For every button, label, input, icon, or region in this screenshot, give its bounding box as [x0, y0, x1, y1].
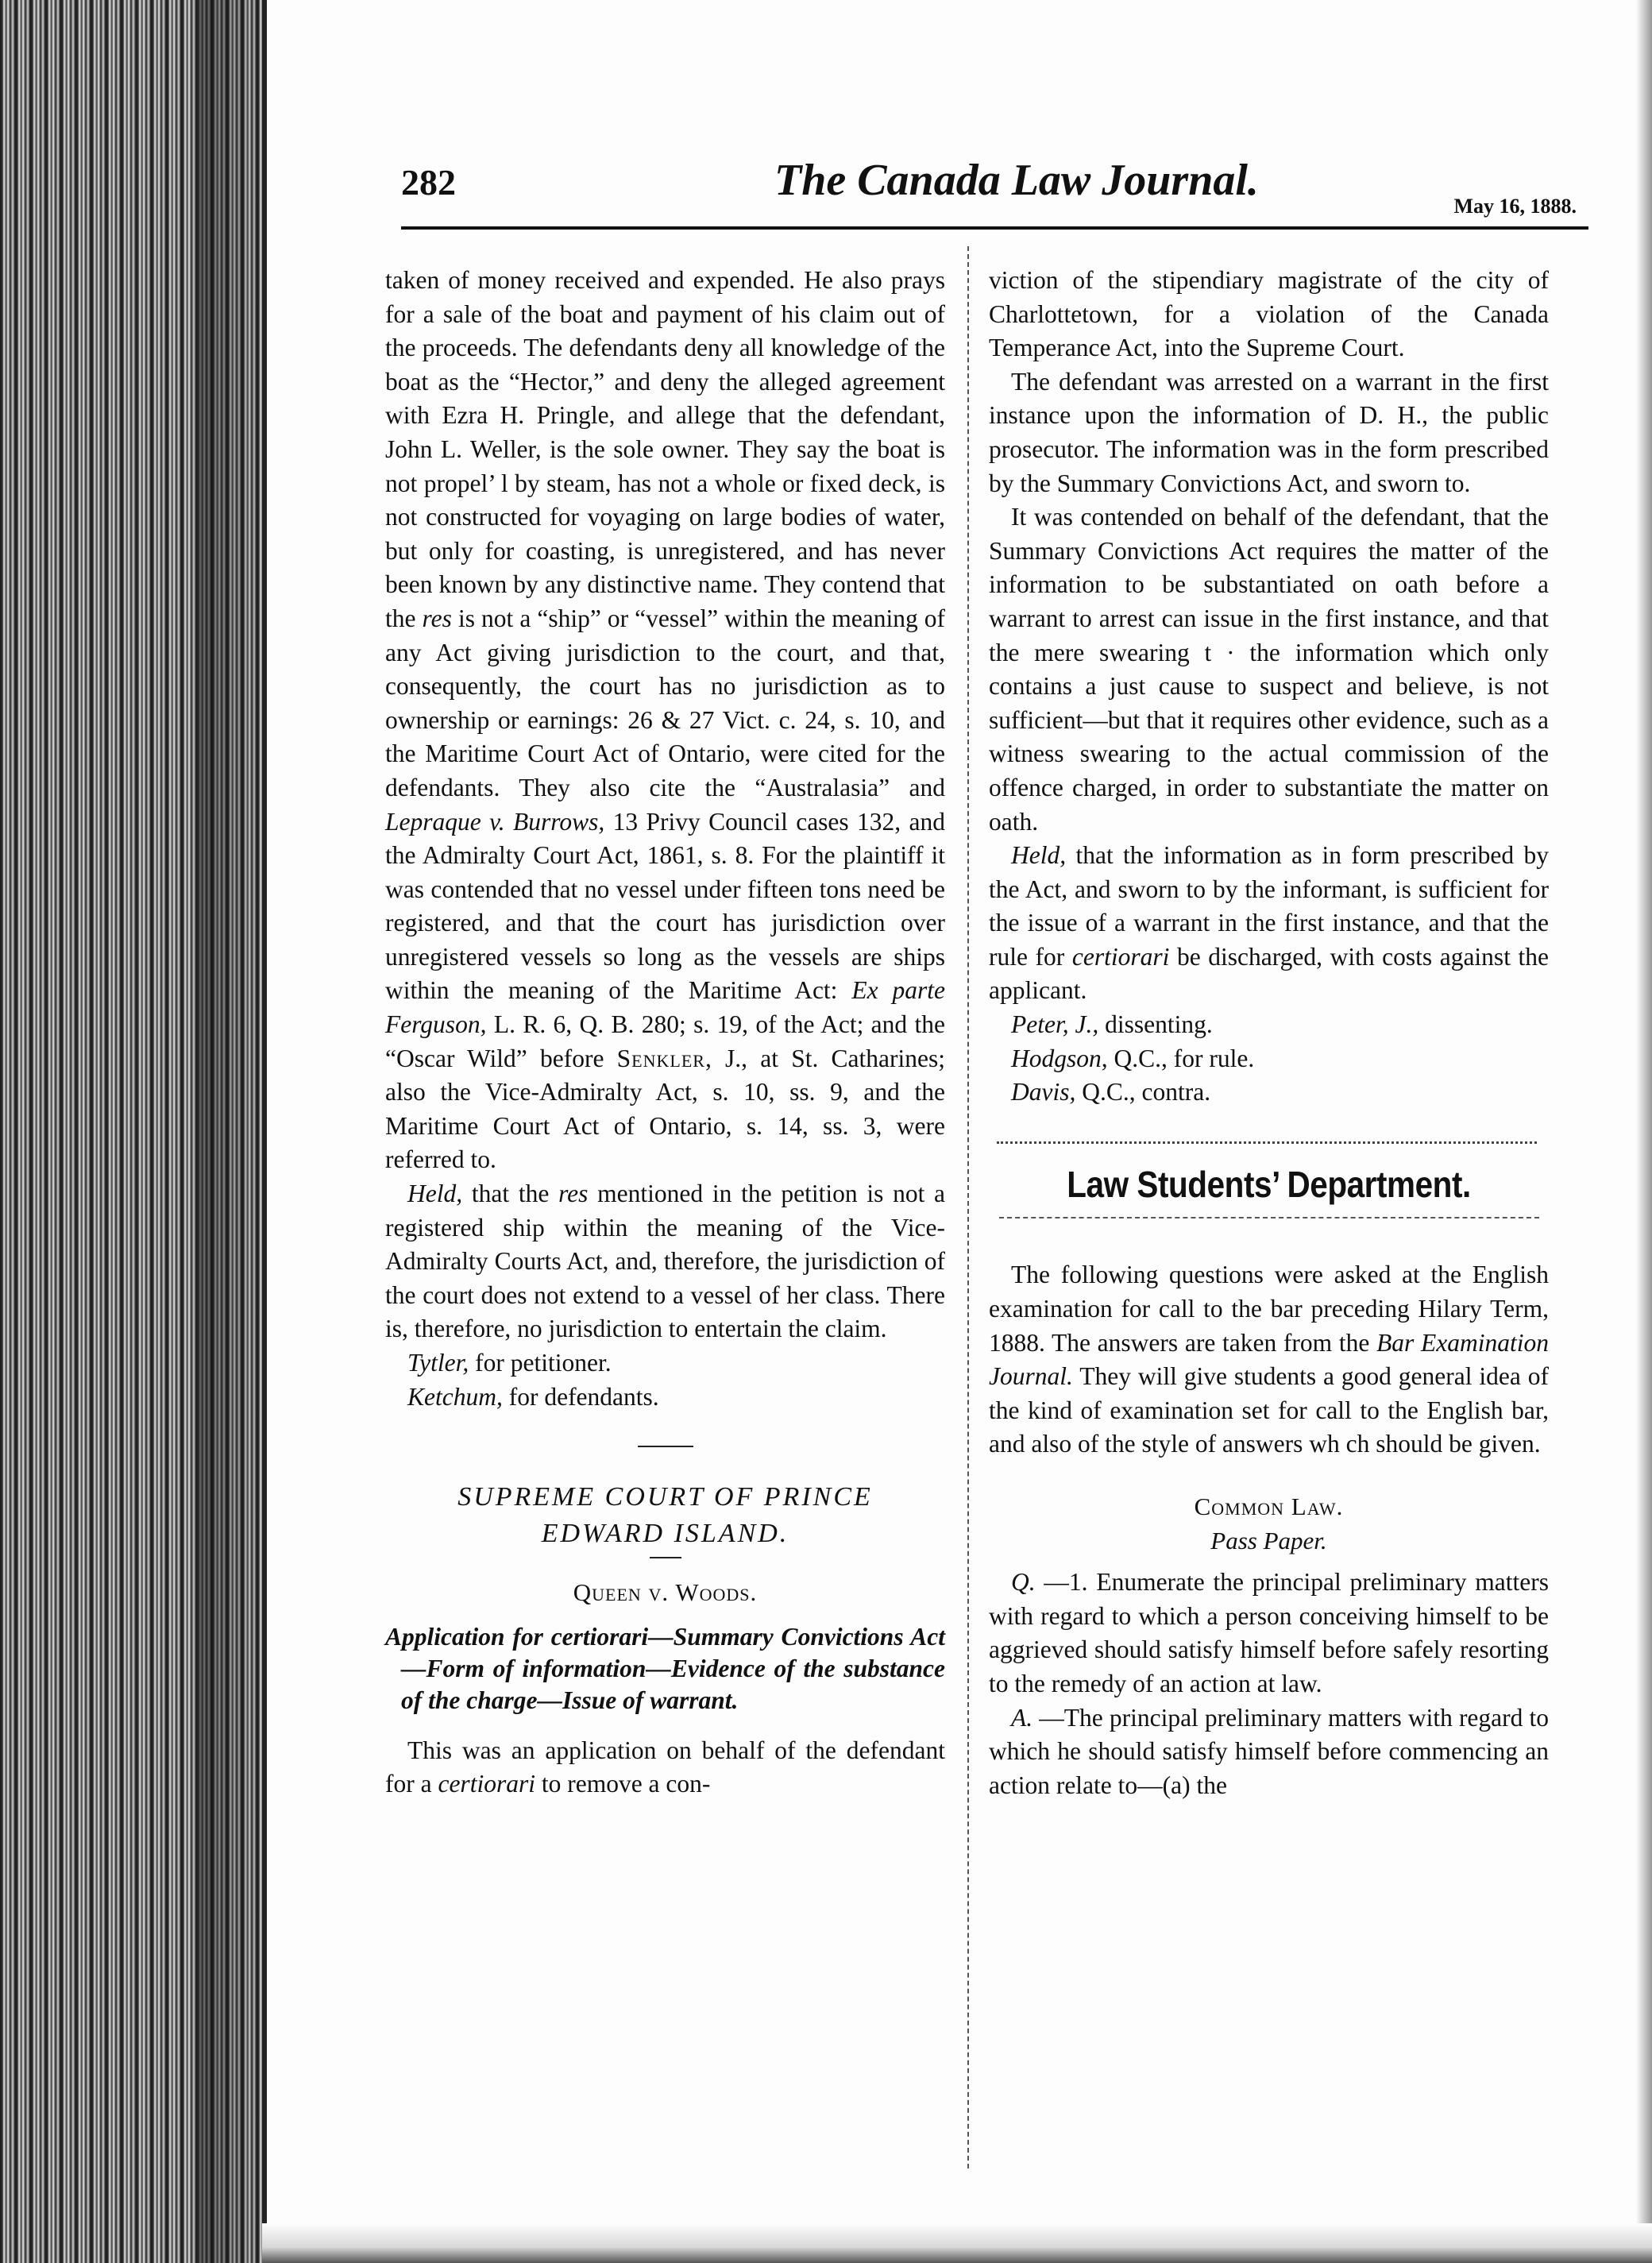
paragraph: The following questions were asked at the English examination for call to the bar preceding Hilary Term, 1888. The answers are taken from the Bar Examination Journal. They will give students a good general idea of the kind of examination set for call to the English bar, and also of the style of answers wh ch should be given. [989, 1261, 1549, 1458]
page-right-edge [1636, 0, 1652, 2263]
court-heading: SUPREME COURT OF PRINCE EDWARD ISLAND. [457, 1482, 873, 1549]
paragraph: viction of the stipendiary magistrate of the city of Charlottetown, for a violation of the Canada Temperance Act, into the Supreme Court. [989, 266, 1549, 362]
counsel-line: Tytler, for petitioner. [407, 1349, 612, 1377]
counsel-line: Ketchum, for defendants. [407, 1382, 659, 1411]
held-paragraph: Held, that the res mentioned in the petition is not a registered ship within the meaning of the Vice-Admiralty Courts Act, and, therefore, the jurisdiction of the court does not extend to a vessel of her class. There is, therefore, no jurisdiction to entertain the claim. [385, 1180, 946, 1343]
column-divider [967, 246, 969, 2168]
section-heading: Law Students’ Department. [1067, 1163, 1471, 1205]
page-number: 282 [401, 162, 456, 203]
page-bottom-edge [262, 2223, 1652, 2263]
scan-shadow [199, 0, 262, 2263]
paragraph: This was an application on behalf of the defendant for a certiorari to remove a con- [385, 1736, 945, 1798]
right-column [989, 264, 1549, 1802]
section-separator [997, 1141, 1537, 1144]
counsel-line: Hodgson, Q.C., for rule. [1011, 1044, 1255, 1072]
left-column [385, 264, 945, 1802]
running-header [401, 155, 1577, 234]
headnote: Application for certiorari—Summary Convictions Act—Form of information—Evidence of the substance of the charge—Issue of warrant. [385, 1622, 945, 1714]
answer: A. —The principal preliminary matters with regard to which he should satisfy himself before commencing an action relate to—(a) the [989, 1703, 1549, 1799]
heading-rule [650, 1557, 681, 1558]
question: Q. —1. Enumerate the principal preliminary matters with regard to which a person conceiving himself to be aggrieved should satisfy himself before safely resorting to the remedy of an action at law. [989, 1568, 1549, 1697]
held-paragraph: Held, that the information as in form prescribed by the Act, and sworn to by the informant, is sufficient for the issue of a warrant in the first instance, and that the rule for certiorari be discharged, with costs against the applicant. [989, 841, 1550, 1005]
page-edge [262, 0, 267, 2263]
subject-heading: Common Law. [1194, 1493, 1344, 1520]
paper-heading: Pass Paper. [1210, 1526, 1327, 1554]
section-separator [638, 1446, 693, 1447]
heading-rule [999, 1217, 1539, 1218]
paragraph: It was contended on behalf of the defendant, that the Summary Convictions Act requires the matter of the information to be substantiated on oath before a warrant to arrest can issue in the first instance, and that the mere swearing t · the information which only contains a just cause to suspect and believe, is not sufficient—but that it requires other evidence, such as a witness swearing to the actual commission of the offence charged, in order to substantiate the matter on oath. [989, 503, 1549, 836]
paragraph: The defendant was arrested on a warrant in the first instance upon the information of D. H., the public prosecutor. The information was in the form prescribed by the Summary Convictions Act, and sworn to. [989, 367, 1549, 497]
counsel-line: Davis, Q.C., contra. [1011, 1078, 1211, 1106]
case-name: Queen v. Woods. [573, 1578, 758, 1607]
paragraph: taken of money received and expended. He also prays for a sale of the boat and payment of his claim out of the proceeds. The defendants deny all knowledge of the boat as the “Hector,” and deny the alleged agreement with Ezra H. Pringle, and allege that the defendant, John L. Weller, is the sole owner. They say the boat is not propel’ l by steam, has not a whole or fixed deck, is not constructed for voyaging on large bodies of water, but only for coasting, is unregistered, and has never been known by any distinctive name. They contend that the res is not a “ship” or “vessel” within the meaning of any Act giving jurisdiction to the court, and that, consequently, the court has no jurisdiction as to ownership or earnings: 26 & 27 Vict. c. 24, s. 10, and the Maritime Court Act of Ontario, were cited for the defendants. They also cite the “Australasia” and Lepraque v. Burrows, 13 Privy Council cases 132, and the Admiralty Court Act, 1861, s. 8. For the plaintiff it was contended that no vessel under fifteen tons need be registered, and that the court has jurisdiction over unregistered vessels so long as the vessels are ships within the meaning of the Maritime Act: Ex parte Ferguson, L. R. 6, Q. B. 280; s. 19, of the Act; and the “Oscar Wild” before Senkler, J., at St. Catharines; also the Vice-Admiralty Act, s. 10, ss. 9, and the Maritime Court Act of Ontario, s. 14, ss. 3, were referred to. [385, 266, 946, 1174]
issue-date: May 16, 1888. [1453, 195, 1577, 218]
journal-title: The Canada Law Journal. [774, 156, 1259, 205]
header-rule [401, 226, 1588, 230]
dissent-line: Peter, J., dissenting. [1011, 1010, 1213, 1039]
